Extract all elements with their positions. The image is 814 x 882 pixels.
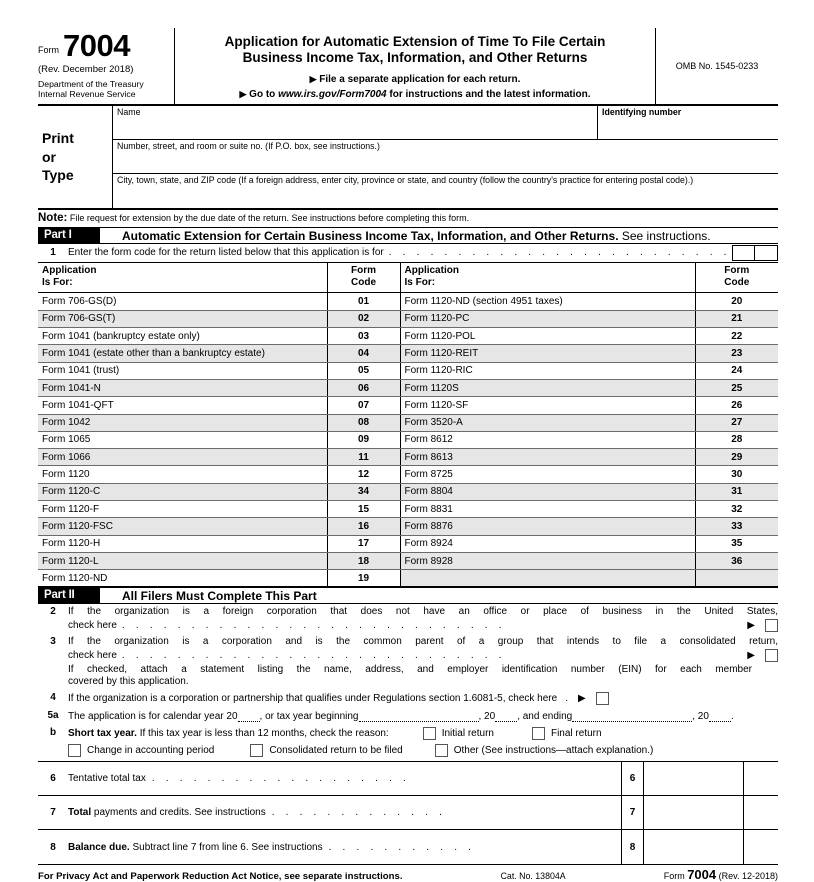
line-1-leader-dots: . . . . . . . . . . . . . . . . . . . . . . . . . [388, 247, 731, 259]
line-5a-seg-2: , or tax year beginning [259, 710, 359, 722]
cell-code-right: 31 [695, 483, 778, 500]
line-2-number: 2 [50, 606, 56, 618]
cell-form-right [400, 570, 695, 587]
line-2-content [68, 604, 778, 632]
header-application-right-l1: Application [404, 264, 459, 276]
line-3-text-1: If the organization is a corporation and is the common parent of a group that intends to file a consolidated return, [68, 636, 778, 648]
form-identity-block [38, 28, 175, 104]
cell-form-right: Form 8928 [400, 552, 695, 569]
table-row [38, 552, 778, 569]
cell-code-right: 25 [695, 379, 778, 396]
cell-code-right: 32 [695, 501, 778, 518]
short-tax-year-line [68, 727, 778, 740]
separate-application-note: File a separate application for each return. [319, 73, 521, 85]
cell-form-left: Form 1120-F [38, 501, 327, 518]
line-7-text-bold: Total [68, 807, 92, 819]
cell-code-right: 33 [695, 518, 778, 535]
cell-form-right: Form 8831 [400, 501, 695, 518]
form-number-row [38, 30, 168, 61]
form-title-line-2: Business Income Tax, Information, and Other Returns [242, 50, 588, 66]
part-1-title-regular: See instructions. [618, 228, 711, 243]
table-row [38, 414, 778, 431]
line-2-text-2: check here [68, 620, 117, 632]
cell-code-left: 16 [327, 518, 400, 535]
line-4-text: If the organization is a corporation or partnership that qualifies under Regulations section 1.6081-5, check here [68, 693, 558, 705]
tax-year-end-input[interactable] [572, 710, 692, 722]
line-4-content [68, 690, 778, 705]
table-row [38, 397, 778, 414]
form-revision-date: (Rev. December 2018) [38, 64, 134, 75]
line-7-row [38, 796, 778, 830]
line-3-checkbox[interactable] [765, 649, 778, 662]
line-6-text: Tentative total tax [68, 773, 146, 785]
cell-form-left: Form 1120-FSC [38, 518, 327, 535]
line-5a-row [38, 708, 778, 722]
footer-form-number: 7004 [687, 867, 717, 882]
line-3-leader-dots: . . . . . . . . . . . . . . . . . . . . . . . . . . . . [121, 650, 506, 662]
short-tax-year-reasons-line [68, 744, 778, 757]
line-2-checkline [68, 619, 778, 632]
cell-form-right: Form 8924 [400, 535, 695, 552]
cell-code-left: 09 [327, 431, 400, 448]
cell-form-left: Form 1120-C [38, 483, 327, 500]
line-8-dollars-input[interactable] [643, 830, 743, 864]
final-return-label: Final return [550, 728, 602, 740]
cell-form-left: Form 706-GS(T) [38, 310, 327, 327]
cell-code-right: 36 [695, 552, 778, 569]
line-3-text-4: covered by this application. [68, 676, 189, 688]
short-tax-year-text: If this tax year is less than 12 months, check the reason: [136, 728, 389, 740]
part-1-title-bold: Automatic Extension for Certain Business Income Tax, Information, and Other Returns. [122, 228, 619, 243]
part-1-title [100, 228, 711, 243]
line-6-number: 6 [50, 773, 56, 785]
line-6-leader-dots: . . . . . . . . . . . . . . . . . . . [151, 773, 411, 785]
line-3-content [68, 634, 778, 687]
city-state-zip-label: City, town, state, and ZIP code (If a foreign address, enter city, province or state, and country (follow the country's practice for entering postal code).) [117, 174, 694, 185]
cell-form-left: Form 1041 (bankruptcy estate only) [38, 328, 327, 345]
cell-code-right: 24 [695, 362, 778, 379]
city-state-zip-field[interactable] [113, 174, 778, 208]
line-5a-number: 5a [47, 710, 59, 722]
issuing-agency [38, 79, 168, 100]
cell-form-left: Form 1041-N [38, 379, 327, 396]
cell-code-right: 26 [695, 397, 778, 414]
code-table-header-row [38, 263, 778, 293]
cell-form-right: Form 1120-SF [400, 397, 695, 414]
identifying-number-field[interactable] [598, 106, 778, 139]
tax-year-begin-input[interactable] [359, 710, 479, 722]
line-3-number: 3 [50, 636, 56, 648]
line-7-leader-dots: . . . . . . . . . . . . . [271, 807, 447, 819]
part-1-header [38, 228, 778, 244]
line-2-leader-dots: . . . . . . . . . . . . . . . . . . . . . . . . . . . . [121, 620, 506, 632]
cell-code-right: 22 [695, 328, 778, 345]
cell-code-right [695, 570, 778, 587]
line-4-checkbox[interactable] [596, 692, 609, 705]
cell-form-right: Form 8876 [400, 518, 695, 535]
cell-form-right: Form 3520-A [400, 414, 695, 431]
arrow-icon-line-4: ▶ [577, 693, 586, 705]
cell-form-right: Form 1120-POL [400, 328, 695, 345]
table-row [38, 328, 778, 345]
footer-revision: (Rev. 12-2018) [716, 871, 778, 882]
line-3-row [38, 634, 778, 687]
cell-form-right: Form 8612 [400, 431, 695, 448]
line-1-form-code-entry[interactable] [732, 245, 778, 261]
short-tax-year-label: Short tax year. [68, 728, 137, 740]
header-code-right-l2: Code [724, 277, 750, 289]
line-2-text-1: If the organization is a foreign corporation that does not have an office or place of business in the United States, [68, 606, 778, 618]
line-5b-number: b [49, 727, 57, 739]
table-row [38, 379, 778, 396]
catalog-number: Cat. No. 13804A [500, 871, 566, 882]
calendar-year-input[interactable] [238, 710, 260, 722]
line-8-text-rest: Subtract line 7 from line 6. See instructions [129, 841, 323, 853]
line-8-row [38, 830, 778, 864]
cell-code-left: 08 [327, 414, 400, 431]
line-5b-content [68, 725, 778, 757]
or-label: or [42, 148, 56, 165]
cell-form-left: Form 1066 [38, 449, 327, 466]
line-5b-row [38, 725, 778, 757]
cell-form-left: Form 1120 [38, 466, 327, 483]
consolidated-return-checkbox[interactable] [250, 744, 263, 757]
street-row [113, 140, 778, 174]
header-application-right [400, 263, 695, 293]
header-code-left-l2: Code [351, 277, 376, 289]
cell-code-left: 18 [327, 552, 400, 569]
line-5a-seg-6: . [730, 710, 734, 722]
cell-code-right: 21 [695, 310, 778, 327]
initial-return-label: Initial return [441, 728, 494, 740]
department-line-2: Internal Revenue Service [38, 89, 136, 100]
line-1-row [38, 244, 778, 263]
omb-number: OMB No. 1545-0233 [675, 60, 759, 71]
street-address-field[interactable] [113, 140, 778, 173]
cell-form-left: Form 1041 (trust) [38, 362, 327, 379]
cell-form-right: Form 1120-ND (section 4951 taxes) [400, 293, 695, 310]
cell-code-left: 02 [327, 310, 400, 327]
cell-code-left: 06 [327, 379, 400, 396]
cell-code-left: 17 [327, 535, 400, 552]
line-8-cents-input[interactable] [743, 830, 778, 864]
line-6-cents-input[interactable] [743, 762, 778, 795]
print-label: Print [42, 130, 74, 147]
part-2-body [38, 604, 778, 864]
table-row [38, 345, 778, 362]
header-application-left-l1: Application [42, 264, 97, 276]
irs-website-link[interactable]: www.irs.gov/Form7004 [278, 89, 387, 101]
line-8-number: 8 [50, 841, 56, 853]
goto-prefix: Go to [249, 89, 279, 101]
footer-form-word: Form [663, 871, 688, 882]
line-1-number: 1 [50, 247, 56, 259]
cell-form-right: Form 8725 [400, 466, 695, 483]
table-row [38, 431, 778, 448]
line-5a-seg-3: , 20 [478, 710, 496, 722]
part-2-tag: Part II [38, 588, 100, 603]
part-1-tag: Part I [38, 228, 100, 243]
line-6-row [38, 762, 778, 796]
cell-code-left: 01 [327, 293, 400, 310]
cell-form-left: Form 1120-H [38, 535, 327, 552]
type-label: Type [42, 167, 74, 184]
line-7-number: 7 [50, 807, 56, 819]
line-5a-seg-4: , and ending [517, 710, 573, 722]
header-application-left-l2: Is For: [42, 277, 73, 289]
entity-fields [113, 106, 778, 208]
line-4-leader-dots: . [565, 693, 568, 705]
line-5a-seg-1: The application is for calendar year 20 [68, 710, 238, 722]
filing-note [38, 210, 778, 228]
line-7-key: 7 [621, 796, 643, 829]
line-3-text-2: check here [68, 650, 117, 662]
line-8-text-bold: Balance due. [68, 841, 130, 853]
line-2-row [38, 604, 778, 632]
header-code-right-l1: Form [724, 264, 750, 276]
form-subtitle-1 [179, 73, 651, 87]
line-5a-content [68, 708, 778, 722]
line-4-number: 4 [50, 692, 56, 704]
note-label: Note: [38, 211, 68, 224]
header-code-left-l1: Form [351, 264, 376, 276]
cell-form-left: Form 1042 [38, 414, 327, 431]
cell-form-left: Form 706-GS(D) [38, 293, 327, 310]
cell-code-right: 35 [695, 535, 778, 552]
cell-code-right: 28 [695, 431, 778, 448]
arrow-icon-2: ▶ [239, 89, 247, 100]
line-3-text-3: If checked, attach a statement listing the name, address, and employer identification number (EIN) for each member [68, 664, 752, 676]
cell-code-right: 29 [695, 449, 778, 466]
cell-form-right: Form 1120-REIT [400, 345, 695, 362]
table-row [38, 518, 778, 535]
cell-code-left: 05 [327, 362, 400, 379]
header-code-left [327, 263, 400, 293]
other-reason-checkbox[interactable] [435, 744, 448, 757]
final-return-checkbox[interactable] [532, 727, 545, 740]
line-6-key: 6 [621, 762, 643, 795]
line-4-row [38, 690, 778, 705]
line-1-text: Enter the form code for the return listed below that this application is for [68, 247, 384, 259]
form-subtitle-2 [179, 88, 651, 102]
table-row [38, 310, 778, 327]
cell-code-left: 04 [327, 345, 400, 362]
cell-form-right: Form 1120-RIC [400, 362, 695, 379]
cell-code-right: 20 [695, 293, 778, 310]
line-7-text-rest: payments and credits. See instructions [91, 807, 266, 819]
cell-form-left: Form 1041 (estate other than a bankruptcy estate) [38, 345, 327, 362]
initial-return-checkbox[interactable] [423, 727, 436, 740]
line-3-checkline [68, 649, 778, 662]
omb-block [656, 28, 778, 104]
cell-form-left: Form 1120-ND [38, 570, 327, 587]
form-word-label: Form [38, 45, 59, 55]
change-accounting-period-checkbox[interactable] [68, 744, 81, 757]
cell-code-right: 30 [695, 466, 778, 483]
tax-year-end-year-input[interactable] [709, 710, 731, 722]
cell-form-left: Form 1120-L [38, 552, 327, 569]
cell-form-left: Form 1065 [38, 431, 327, 448]
note-text: File request for extension by the due date of the return. See instructions before completing this form. [69, 212, 470, 223]
form-code-digit-2[interactable] [755, 245, 778, 261]
print-or-type-label [38, 106, 113, 208]
line-8-leader-dots: . . . . . . . . . . . [328, 841, 476, 853]
entity-information-block [38, 106, 778, 210]
arrow-icon: ▶ [309, 73, 317, 84]
line-7-dollars-input[interactable] [643, 796, 743, 829]
line-6-dollars-input[interactable] [643, 762, 743, 795]
cell-code-left: 11 [327, 449, 400, 466]
code-table-body [38, 293, 778, 587]
department-line-1: Department of the Treasury [38, 79, 144, 89]
header-application-left [38, 263, 327, 293]
table-row [38, 501, 778, 518]
form-footer [38, 864, 778, 882]
cell-code-right: 27 [695, 414, 778, 431]
tax-year-begin-year-input[interactable] [495, 710, 517, 722]
table-row [38, 362, 778, 379]
cell-form-right: Form 1120-PC [400, 310, 695, 327]
city-row [113, 174, 778, 208]
part-2-title: All Filers Must Complete This Part [122, 589, 317, 604]
header-code-right [695, 263, 778, 293]
line-2-checkbox[interactable] [765, 619, 778, 632]
table-row [38, 570, 778, 587]
cell-code-right: 23 [695, 345, 778, 362]
other-reason-label: Other (See instructions—attach explanation.) [453, 745, 654, 757]
line-8-key: 8 [621, 830, 643, 864]
table-row [38, 293, 778, 310]
cell-code-left: 34 [327, 483, 400, 500]
name-field-label: Name [117, 106, 141, 117]
table-row [38, 483, 778, 500]
table-row [38, 535, 778, 552]
form-title-block [175, 28, 656, 104]
header-application-right-l2: Is For: [404, 277, 436, 289]
name-and-id-row [113, 106, 778, 140]
cell-code-left: 15 [327, 501, 400, 518]
table-row [38, 466, 778, 483]
arrow-icon-line-2: ▶ [747, 620, 755, 632]
consolidated-return-label: Consolidated return to be filed [269, 745, 403, 757]
footer-form-id [664, 867, 778, 882]
identifying-number-label: Identifying number [602, 106, 682, 117]
cell-code-left: 07 [327, 397, 400, 414]
cell-form-left: Form 1041-QFT [38, 397, 327, 414]
line-5a-seg-5: , 20 [692, 710, 709, 722]
cell-form-right: Form 1120S [400, 379, 695, 396]
name-field[interactable] [113, 106, 598, 139]
tax-amount-lines [38, 761, 778, 864]
line-7-cents-input[interactable] [743, 796, 778, 829]
form-code-digit-1[interactable] [732, 245, 755, 261]
cell-form-right: Form 8804 [400, 483, 695, 500]
line-8-text [68, 842, 323, 853]
line-7-text [68, 807, 266, 818]
part-2-header [38, 587, 778, 604]
form-page [38, 28, 778, 882]
privacy-act-notice: For Privacy Act and Paperwork Reduction Act Notice, see separate instructions. [38, 871, 403, 882]
cell-code-left: 03 [327, 328, 400, 345]
change-accounting-period-label: Change in accounting period [87, 745, 215, 757]
form-number: 7004 [63, 28, 130, 63]
arrow-icon-line-3: ▶ [747, 650, 755, 662]
form-header [38, 28, 778, 106]
form-title-line-1: Application for Automatic Extension of Time To File Certain [224, 34, 606, 49]
street-address-label: Number, street, and room or suite no. (If P.O. box, see instructions.) [117, 140, 380, 151]
cell-form-right: Form 8613 [400, 449, 695, 466]
form-code-table [38, 263, 778, 588]
cell-code-left: 12 [327, 466, 400, 483]
cell-code-left: 19 [327, 570, 400, 587]
table-row [38, 449, 778, 466]
goto-suffix: for instructions and the latest information. [386, 89, 591, 101]
